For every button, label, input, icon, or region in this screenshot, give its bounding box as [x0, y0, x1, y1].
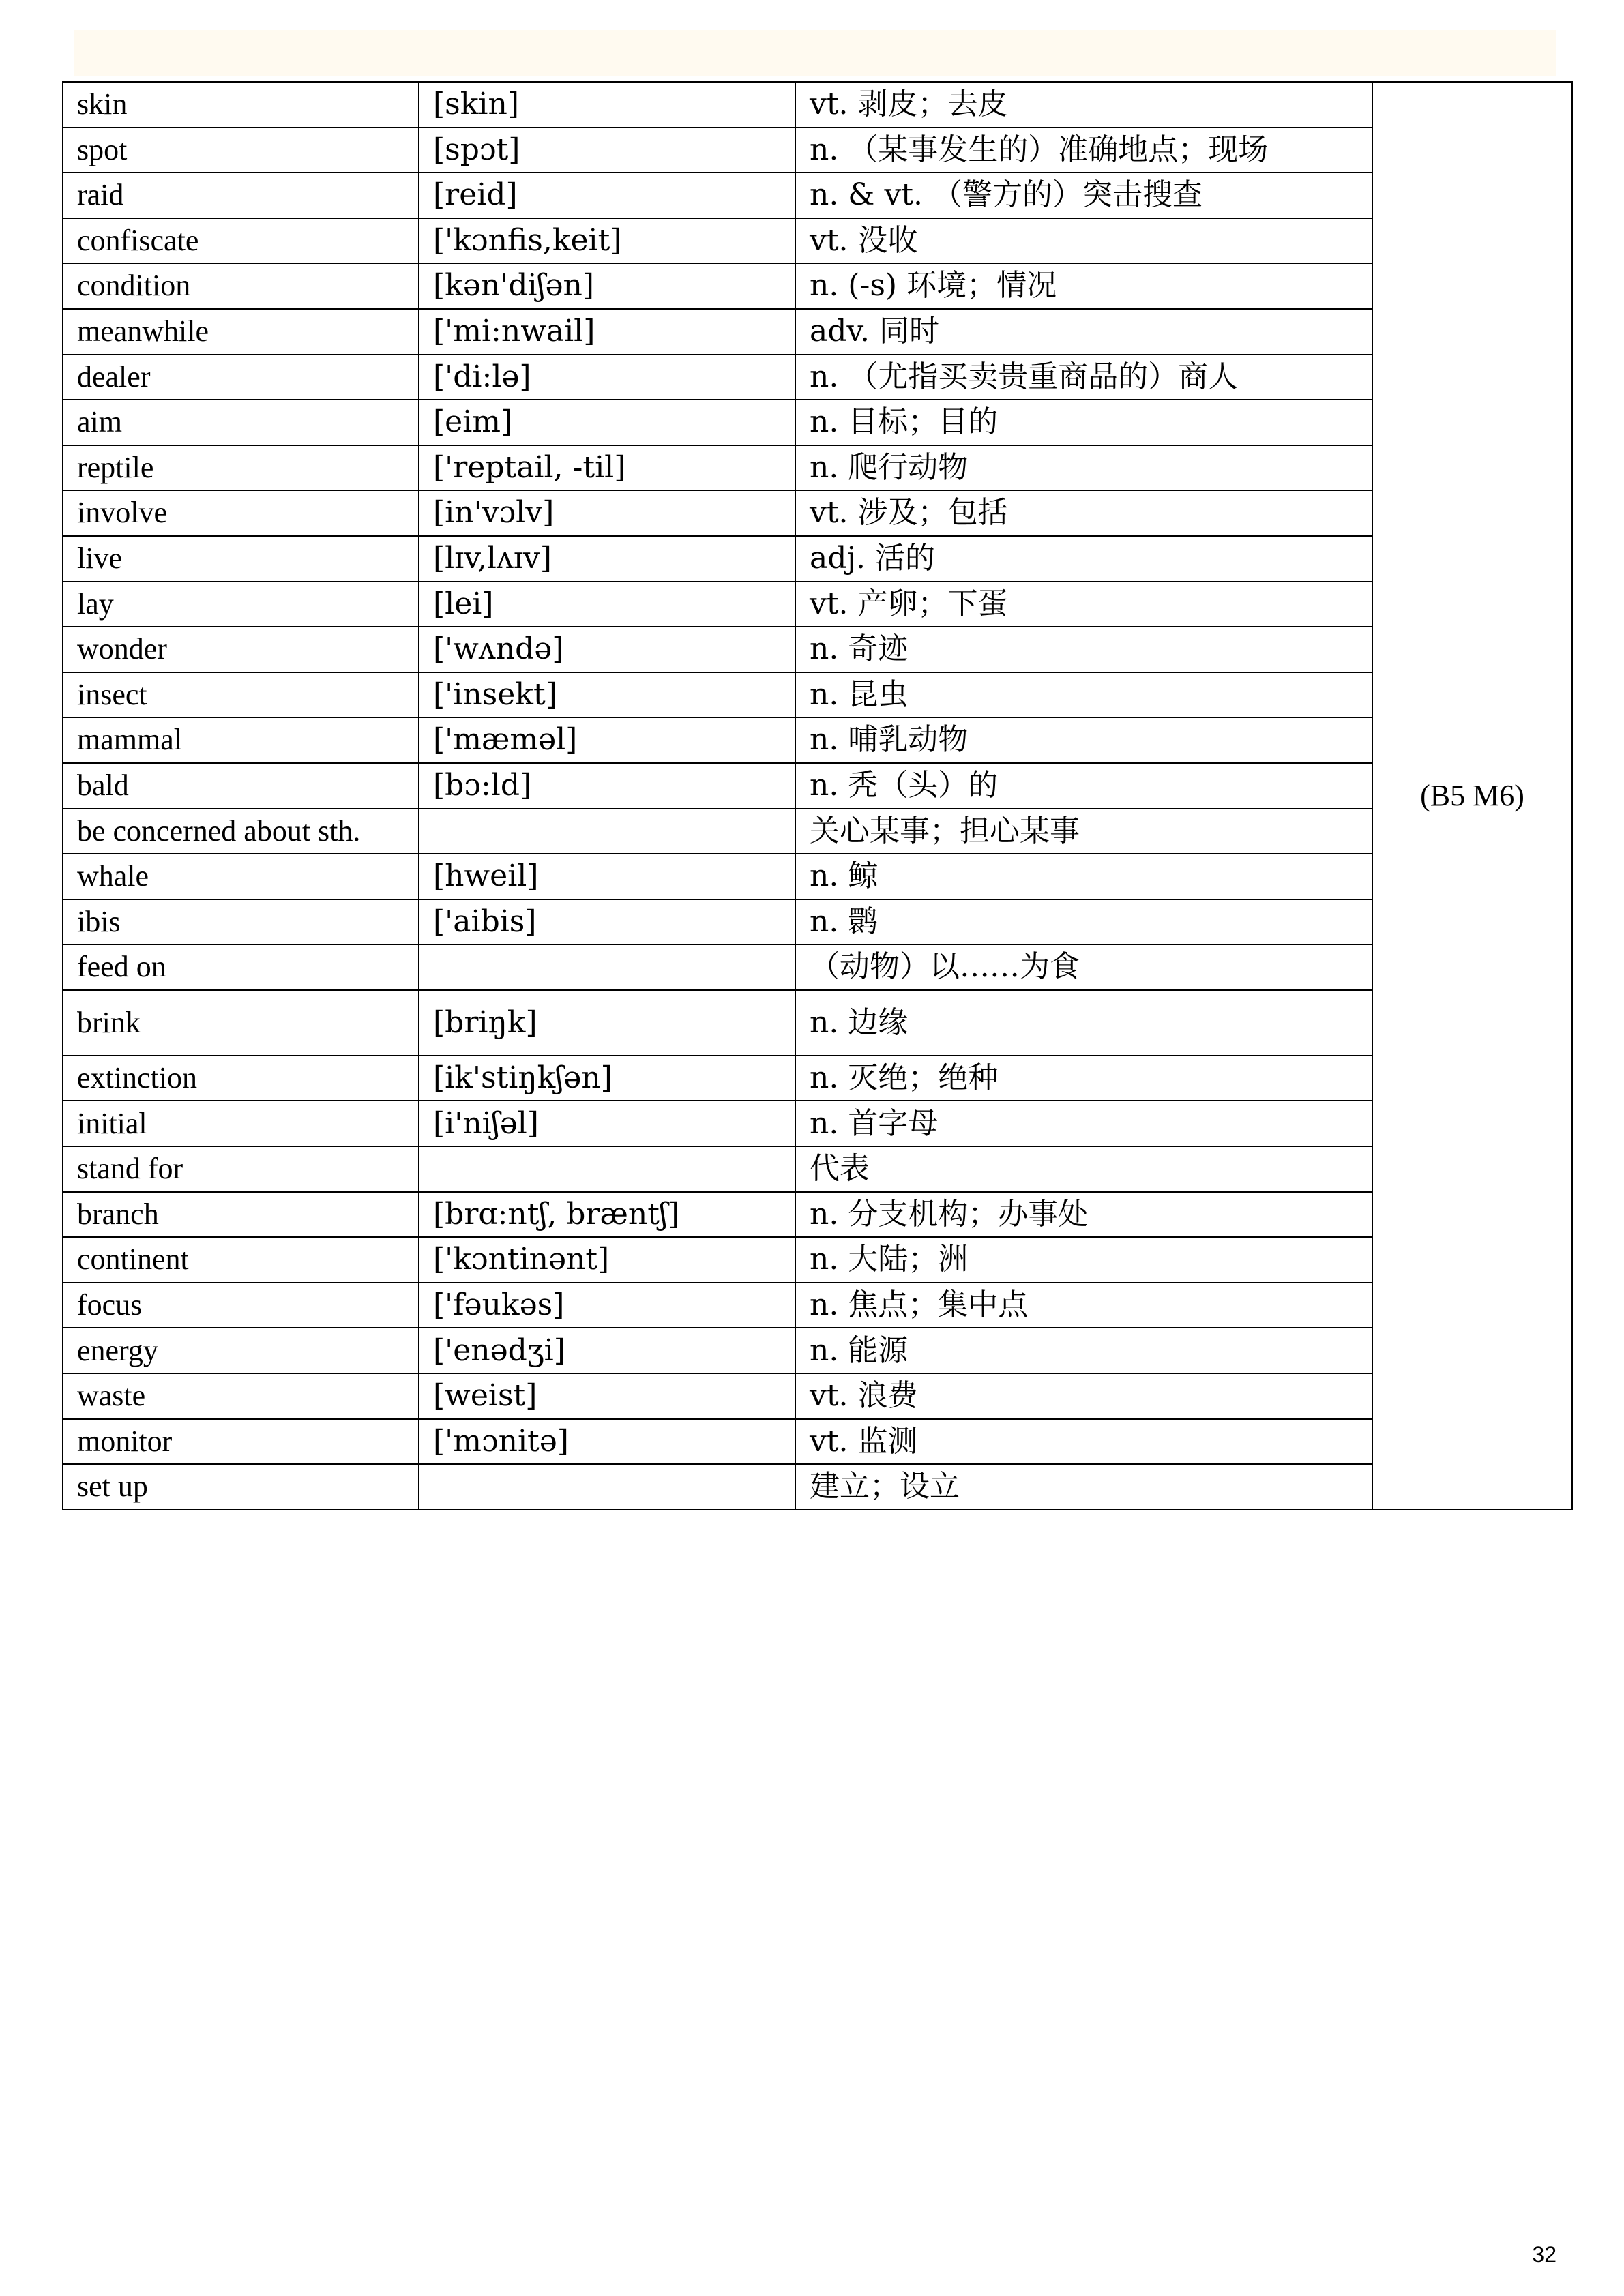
pronunciation-cell: ['aibis] — [419, 899, 795, 945]
table-row — [63, 173, 1572, 218]
word-cell: be concerned about sth. — [63, 809, 419, 854]
word-cell: skin — [63, 82, 419, 128]
pronunciation-cell: [ik'stiŋkʃən] — [419, 1056, 795, 1101]
meaning-cell: n. 爬行动物 — [795, 445, 1372, 491]
table-row — [63, 355, 1572, 400]
meaning-cell: vt. 没收 — [795, 218, 1372, 264]
pronunciation-cell: [kən'diʃən] — [419, 263, 795, 309]
pronunciation-cell: ['mi:nwail] — [419, 309, 795, 355]
word-cell: spot — [63, 128, 419, 173]
pronunciation-cell: ['fəukəs] — [419, 1283, 795, 1328]
word-cell: lay — [63, 582, 419, 627]
pronunciation-cell: ['kɔntinənt] — [419, 1237, 795, 1283]
meaning-cell: 代表 — [795, 1146, 1372, 1192]
meaning-cell: vt. 剥皮；去皮 — [795, 82, 1372, 128]
word-cell: wonder — [63, 627, 419, 672]
word-cell: reptile — [63, 445, 419, 491]
table-row — [63, 536, 1572, 582]
word-cell: waste — [63, 1373, 419, 1419]
meaning-cell: n. 灭绝；绝种 — [795, 1056, 1372, 1101]
table-row — [63, 944, 1572, 990]
pronunciation-cell — [419, 1146, 795, 1192]
meaning-cell: 关心某事；担心某事 — [795, 809, 1372, 854]
meaning-cell: n. （某事发生的）准确地点；现场 — [795, 128, 1372, 173]
meaning-cell: 建立；设立 — [795, 1464, 1372, 1510]
meaning-cell: vt. 监测 — [795, 1419, 1372, 1465]
pronunciation-cell: [skin] — [419, 82, 795, 128]
pronunciation-cell: ['di:lə] — [419, 355, 795, 400]
pronunciation-cell: ['kɔnfis,keit] — [419, 218, 795, 264]
table-row — [63, 582, 1572, 627]
meaning-cell: n. 秃（头）的 — [795, 763, 1372, 809]
meaning-cell: adv. 同时 — [795, 309, 1372, 355]
table-row — [63, 717, 1572, 763]
meaning-cell: vt. 产卵；下蛋 — [795, 582, 1372, 627]
word-cell: energy — [63, 1328, 419, 1373]
table-row — [63, 263, 1572, 309]
meaning-cell: n. & vt. （警方的）突击搜查 — [795, 173, 1372, 218]
word-cell: dealer — [63, 355, 419, 400]
pronunciation-cell: [i'niʃəl] — [419, 1101, 795, 1146]
word-cell: mammal — [63, 717, 419, 763]
meaning-cell: n. 能源 — [795, 1328, 1372, 1373]
meaning-cell: n. 昆虫 — [795, 672, 1372, 718]
table-row — [63, 1419, 1572, 1465]
page-number: 32 — [1532, 2242, 1556, 2267]
pronunciation-cell: [lei] — [419, 582, 795, 627]
meaning-cell: n. 鲸 — [795, 854, 1372, 899]
table-row — [63, 763, 1572, 809]
table-row — [63, 627, 1572, 672]
pronunciation-cell: [brɑ:ntʃ, bræntʃ] — [419, 1192, 795, 1238]
word-cell: bald — [63, 763, 419, 809]
word-cell: continent — [63, 1237, 419, 1283]
pronunciation-cell: ['reptail, -til] — [419, 445, 795, 491]
pronunciation-cell: [in'vɔlv] — [419, 490, 795, 536]
table-row — [63, 490, 1572, 536]
meaning-cell: n. 首字母 — [795, 1101, 1372, 1146]
word-cell: raid — [63, 173, 419, 218]
word-cell: condition — [63, 263, 419, 309]
pronunciation-cell — [419, 944, 795, 990]
word-cell: brink — [63, 990, 419, 1056]
meaning-cell: n. 奇迹 — [795, 627, 1372, 672]
table-row — [63, 128, 1572, 173]
word-cell: live — [63, 536, 419, 582]
word-cell: insect — [63, 672, 419, 718]
meaning-cell: n. 目标；目的 — [795, 400, 1372, 445]
pronunciation-cell — [419, 809, 795, 854]
unit-label-cell: (B5 M6) — [1372, 82, 1572, 1510]
pronunciation-cell: [spɔt] — [419, 128, 795, 173]
word-cell: involve — [63, 490, 419, 536]
pronunciation-cell: [weist] — [419, 1373, 795, 1419]
word-cell: meanwhile — [63, 309, 419, 355]
word-cell: ibis — [63, 899, 419, 945]
table-row — [63, 854, 1572, 899]
meaning-cell: n. 哺乳动物 — [795, 717, 1372, 763]
word-cell: extinction — [63, 1056, 419, 1101]
table-row — [63, 1146, 1572, 1192]
meaning-cell: n. （尤指买卖贵重商品的）商人 — [795, 355, 1372, 400]
table-row — [63, 990, 1572, 1056]
meaning-cell: vt. 浪费 — [795, 1373, 1372, 1419]
meaning-cell: n. 焦点；集中点 — [795, 1283, 1372, 1328]
table-row — [63, 809, 1572, 854]
pronunciation-cell: [briŋk] — [419, 990, 795, 1056]
table-row — [63, 400, 1572, 445]
word-cell: branch — [63, 1192, 419, 1238]
pronunciation-cell: ['mæməl] — [419, 717, 795, 763]
vocabulary-table-body — [63, 82, 1572, 1510]
pronunciation-cell: ['enədʒi] — [419, 1328, 795, 1373]
table-row — [63, 1328, 1572, 1373]
word-cell: whale — [63, 854, 419, 899]
meaning-cell: n. 鹮 — [795, 899, 1372, 945]
pronunciation-cell: [reid] — [419, 173, 795, 218]
table-row — [63, 309, 1572, 355]
pronunciation-cell: ['wʌndə] — [419, 627, 795, 672]
word-cell: aim — [63, 400, 419, 445]
meaning-cell: （动物）以……为食 — [795, 944, 1372, 990]
table-row — [63, 1237, 1572, 1283]
pronunciation-cell: ['insekt] — [419, 672, 795, 718]
pronunciation-cell — [419, 1464, 795, 1510]
table-row — [63, 1373, 1572, 1419]
table-row — [63, 218, 1572, 264]
meaning-cell: vt. 涉及；包括 — [795, 490, 1372, 536]
word-cell: initial — [63, 1101, 419, 1146]
table-row — [63, 899, 1572, 945]
meaning-cell: n. 分支机构；办事处 — [795, 1192, 1372, 1238]
pronunciation-cell: [eim] — [419, 400, 795, 445]
meaning-cell: n. 大陆；洲 — [795, 1237, 1372, 1283]
header-band — [74, 30, 1556, 76]
table-row — [63, 1101, 1572, 1146]
pronunciation-cell: [bɔ:ld] — [419, 763, 795, 809]
table-row — [63, 1464, 1572, 1510]
word-cell: confiscate — [63, 218, 419, 264]
table-row — [63, 1283, 1572, 1328]
table-row — [63, 82, 1572, 128]
pronunciation-cell: ['mɔnitə] — [419, 1419, 795, 1465]
word-cell: focus — [63, 1283, 419, 1328]
meaning-cell: n. (-s) 环境；情况 — [795, 263, 1372, 309]
table-row — [63, 1056, 1572, 1101]
pronunciation-cell: [lɪv,lʌɪv] — [419, 536, 795, 582]
pronunciation-cell: [hweil] — [419, 854, 795, 899]
word-cell: monitor — [63, 1419, 419, 1465]
table-row — [63, 445, 1572, 491]
word-cell: set up — [63, 1464, 419, 1510]
vocabulary-table — [62, 81, 1573, 1510]
word-cell: feed on — [63, 944, 419, 990]
table-row — [63, 672, 1572, 718]
meaning-cell: adj. 活的 — [795, 536, 1372, 582]
table-row — [63, 1192, 1572, 1238]
word-cell: stand for — [63, 1146, 419, 1192]
meaning-cell: n. 边缘 — [795, 990, 1372, 1056]
